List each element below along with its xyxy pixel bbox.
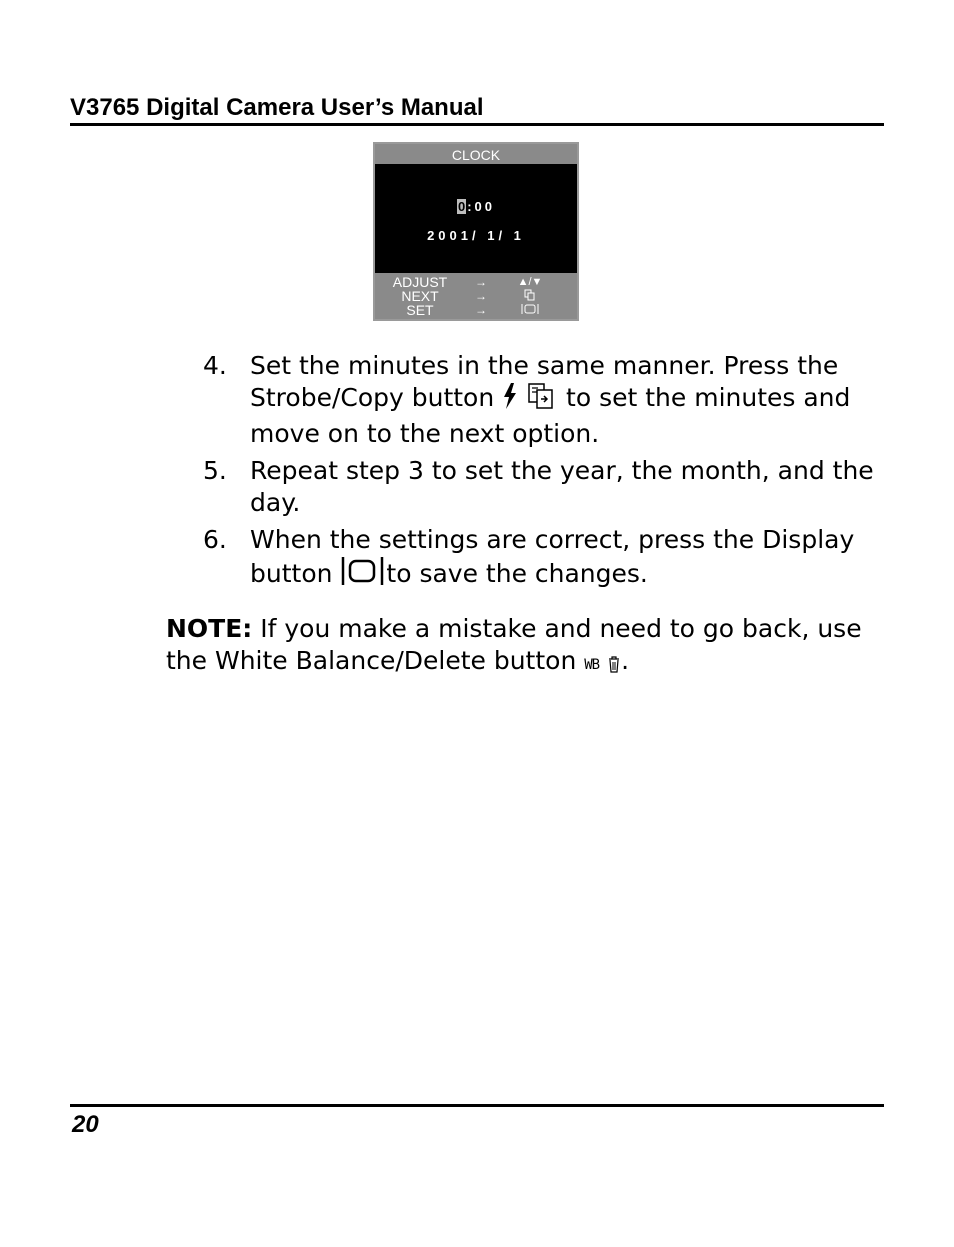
- arrow-icon: →: [475, 289, 487, 303]
- clock-screen-figure: [373, 142, 579, 321]
- step-number: 5.: [203, 456, 227, 485]
- step-number: 6.: [203, 525, 227, 554]
- time-rest: :00: [467, 199, 496, 214]
- step-item: [203, 455, 883, 519]
- step-text-before: Set the minutes in the same manner. Press the Strobe/Copy button: [250, 351, 839, 412]
- arrow-icon: →: [475, 303, 487, 317]
- footer-row-next: [375, 289, 577, 303]
- step-text: Repeat step 3 to set the year, the month, and the day.: [250, 456, 874, 517]
- step-text-after: to save the changes.: [386, 559, 648, 588]
- footer-rule: [70, 1104, 884, 1107]
- screen-date: 2001/ 1/ 1: [427, 228, 525, 243]
- display-icon: [513, 303, 547, 319]
- page-number: 20: [72, 1111, 99, 1138]
- note-end: .: [621, 646, 630, 675]
- step-number: 4.: [203, 351, 227, 380]
- up-down-arrows-icon: ▲/▼: [517, 276, 543, 288]
- white-balance-icon: WB: [584, 657, 600, 673]
- footer-label-set: SET: [406, 302, 434, 318]
- step-text-before: When the settings are correct, press the Display button: [250, 525, 855, 588]
- note-paragraph: [166, 613, 886, 681]
- time-cursor: 0: [457, 199, 466, 214]
- footer-row-adjust: [375, 275, 577, 289]
- footer-label-next: NEXT: [401, 288, 439, 304]
- footer-row-set: [375, 303, 577, 317]
- screen-time: [375, 199, 577, 214]
- step-item: [203, 350, 883, 450]
- screen-title: CLOCK: [375, 144, 577, 164]
- arrow-icon: →: [475, 275, 487, 289]
- footer-label-adjust: ADJUST: [392, 274, 448, 290]
- step-text-after: to set the minutes and move on to the next option.: [250, 383, 851, 448]
- note-label: NOTE:: [166, 614, 253, 643]
- copy-icon: [526, 382, 558, 418]
- steps-list: [203, 350, 883, 599]
- note-text: If you make a mistake and need to go back, use the White Balance/Delete button: [166, 614, 862, 675]
- trash-icon: [607, 649, 621, 681]
- step-item: [203, 524, 883, 594]
- strobe-icon: [502, 382, 518, 418]
- page-header-title: V3765 Digital Camera User’s Manual: [70, 94, 484, 121]
- header-rule: [70, 123, 884, 126]
- screen-footer: [375, 273, 577, 319]
- display-icon: [340, 556, 386, 594]
